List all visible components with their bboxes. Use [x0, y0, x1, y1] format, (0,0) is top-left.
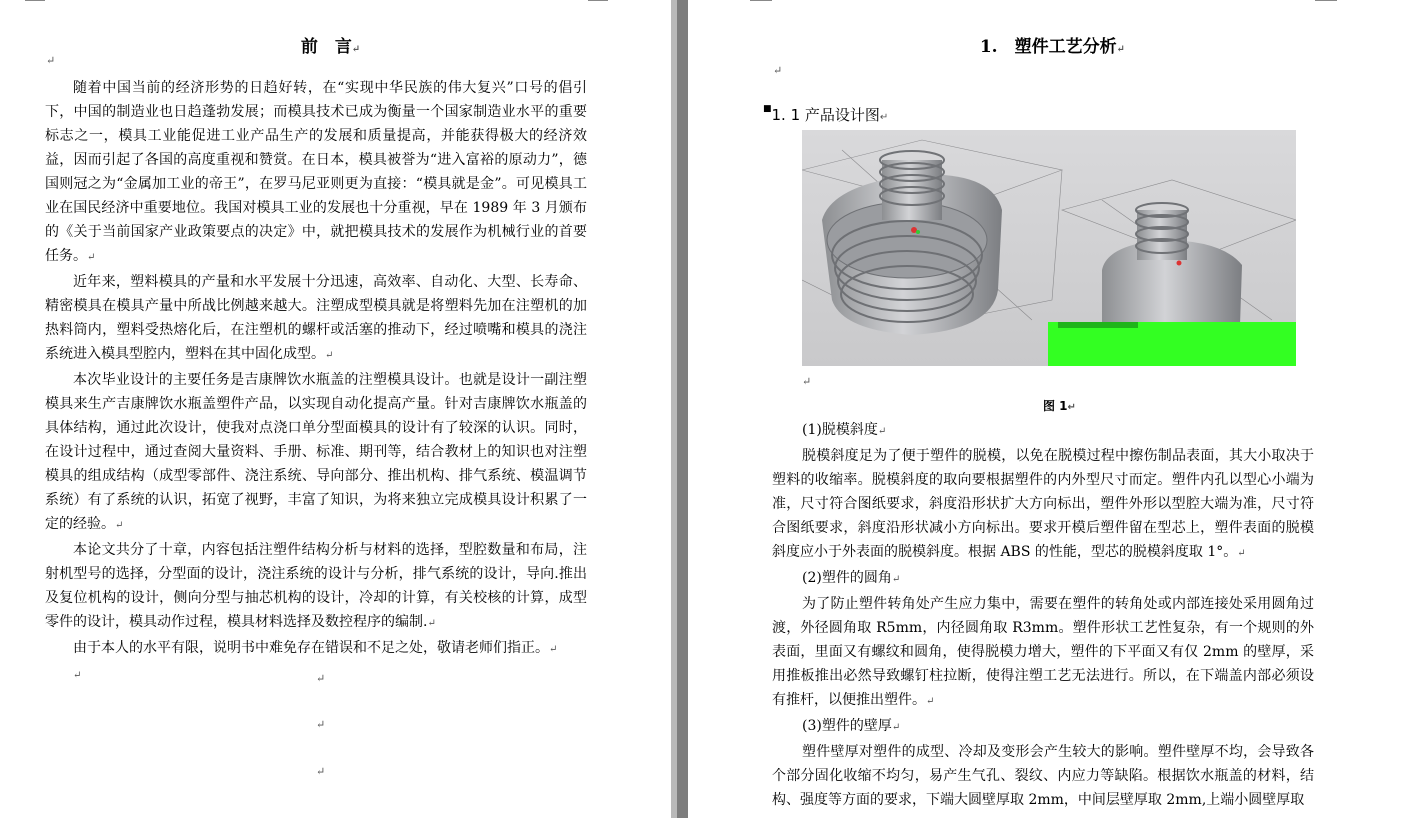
paragraph-mark: ↵	[802, 375, 812, 388]
crop-mark	[588, 0, 608, 1]
chapter-title: 1. 塑件工艺分析↵	[979, 37, 1125, 57]
section-heading: ■1. 1 产品设计图↵	[763, 104, 889, 124]
preface-paragraph: 本次毕业设计的主要任务是吉康牌饮水瓶盖的注塑模具设计。也就是设计一副注塑模具来生产吉康牌饮水瓶盖塑件产品，以实现自动化提高产量。针对吉康牌饮水瓶盖的具体结构，通过此次设计，使我对点浇口单分型面模具的设计有了较深的认识。同时，在设计过程中，通过查阅大量资料、手册、标准、期刊等，结合教材上的知识也对注塑模具的组成结构（成型零部件、浇注系统、导向部分、推出机构、排气系统、模温调节系统）有了系统的认识，拓宽了视野，丰富了知识，为将来独立完成模具设计积累了一定的经验。↵	[45, 372, 587, 532]
paragraph-mark: ↵	[316, 765, 326, 778]
empty-paragraph: ↵	[73, 670, 82, 681]
paragraph-mark: ↵	[316, 718, 326, 731]
bottle-cap-3d-model	[802, 130, 1296, 366]
preface-paragraph: 近年来，塑料模具的产量和水平发展十分迅速，高效率、自动化、大型、长寿命、精密模具在模具产量中所战比例越来越大。注塑成型模具就是将塑料先加在注塑机的加热料筒内，塑料受热熔化后，在注塑机的螺杆或活塞的推动下，经过喷嘴和模具的浇注系统进入模具型腔内，塑料在其中固化成型。↵	[45, 274, 587, 362]
paragraph-mark: ↵	[316, 672, 326, 685]
preface-paragraph: 由于本人的水平有限，说明书中难免存在错误和不足之处，敬请老师们指正。↵	[73, 640, 558, 656]
subsection-heading: (1)脱模斜度↵	[802, 422, 887, 438]
preface-body	[45, 76, 587, 688]
figure-caption: 图 1↵	[1043, 399, 1076, 413]
paragraph-mark: ↵	[46, 54, 56, 67]
product-design-figure	[802, 130, 1296, 366]
subsection-heading: (3)塑件的壁厚↵	[802, 718, 901, 734]
subsection-heading: (2)塑件的圆角↵	[802, 570, 901, 586]
page-gutter-shadow	[677, 0, 688, 818]
chapter-body	[772, 418, 1314, 812]
body-paragraph: 为了防止塑件转角处产生应力集中，需要在塑件的转角处或内部连接处采用圆角过渡，外径圆角取 R5mm，内径圆角取 R3mm。塑件形状工艺性复杂，有一个规则的外表面，里面又有螺纹和圆角，使得脱模力增大，塑件的下平面又有仅 2mm 的壁厚，采用推板推出必然导致螺钉柱拉断，使得注塑工艺无法进行。所以，在下端盖内部必须设有推杆，以便推出塑件。↵	[772, 596, 1314, 708]
crop-mark	[1315, 0, 1337, 1]
preface-paragraph: 随着中国当前的经济形势的日趋好转，在“实现中华民族的伟大复兴”口号的倡引下，中国的制造业也日趋蓬勃发展；而模具技术已成为衡量一个国家制造业水平的重要标志之一，模具工业能促进工业产品生产的发展和质量提高，并能获得极大的经济效益，因而引起了各国的高度重视和赞赏。在日本，模具被誉为“进入富裕的原动力”，德国则冠之为“金属加工业的帝王”，在罗马尼亚则更为直接：“模具就是金”。可见模具工业在国民经济中重要地位。我国对模具工业的发展也十分重视，早在 1989 年 3 月颁布的《关于当前国家产业政策要点的决定》中，就把模具技术的发展作为机械行业的首要任务。↵	[45, 80, 587, 264]
page-title-preface: 前 言↵	[300, 37, 361, 57]
paragraph-mark: ↵	[773, 64, 783, 77]
crop-mark	[750, 0, 772, 1]
body-paragraph: 脱模斜度足为了便于塑件的脱模，以免在脱模过程中擦伤制品表面，其大小取决于塑料的收缩率。脱模斜度的取向要根据塑件的内外型尺寸而定。塑件内孔以型心小端为准，尺寸符合图纸要求，斜度沿形状扩大方向标出，塑件外形以型腔大端为准，尺寸符合图纸要求，斜度沿形状减小方向标出。要求开模后塑件留在型芯上，塑件表面的脱模斜度应小于外表面的脱模斜度。根据 ABS 的性能，型芯的脱模斜度取 1°。↵	[772, 448, 1314, 560]
preface-paragraph: 本论文共分了十章，内容包括注塑件结构分析与材料的选择，型腔数量和布局，注射机型号的选择，分型面的设计，浇注系统的设计与分析，排气系统的设计，导向.推出及复位机构的设计，侧向分型与抽芯机构的设计，冷却的计算，有关校核的计算，成型零件的设计，模具动作过程，模具材料选择及数控程序的编制.↵	[45, 542, 587, 630]
body-paragraph: 塑件壁厚对塑件的成型、冷却及变形会产生较大的影响。塑件壁厚不均，会导致各个部分固化收缩不均匀，易产生气孔、裂纹、内应力等缺陷。根据饮水瓶盖的材料，结构、强度等方面的要求，下端大圆壁厚取 2mm，中间层壁厚取 2mm,上端小圆壁厚取	[772, 744, 1314, 808]
crop-mark	[25, 0, 45, 1]
